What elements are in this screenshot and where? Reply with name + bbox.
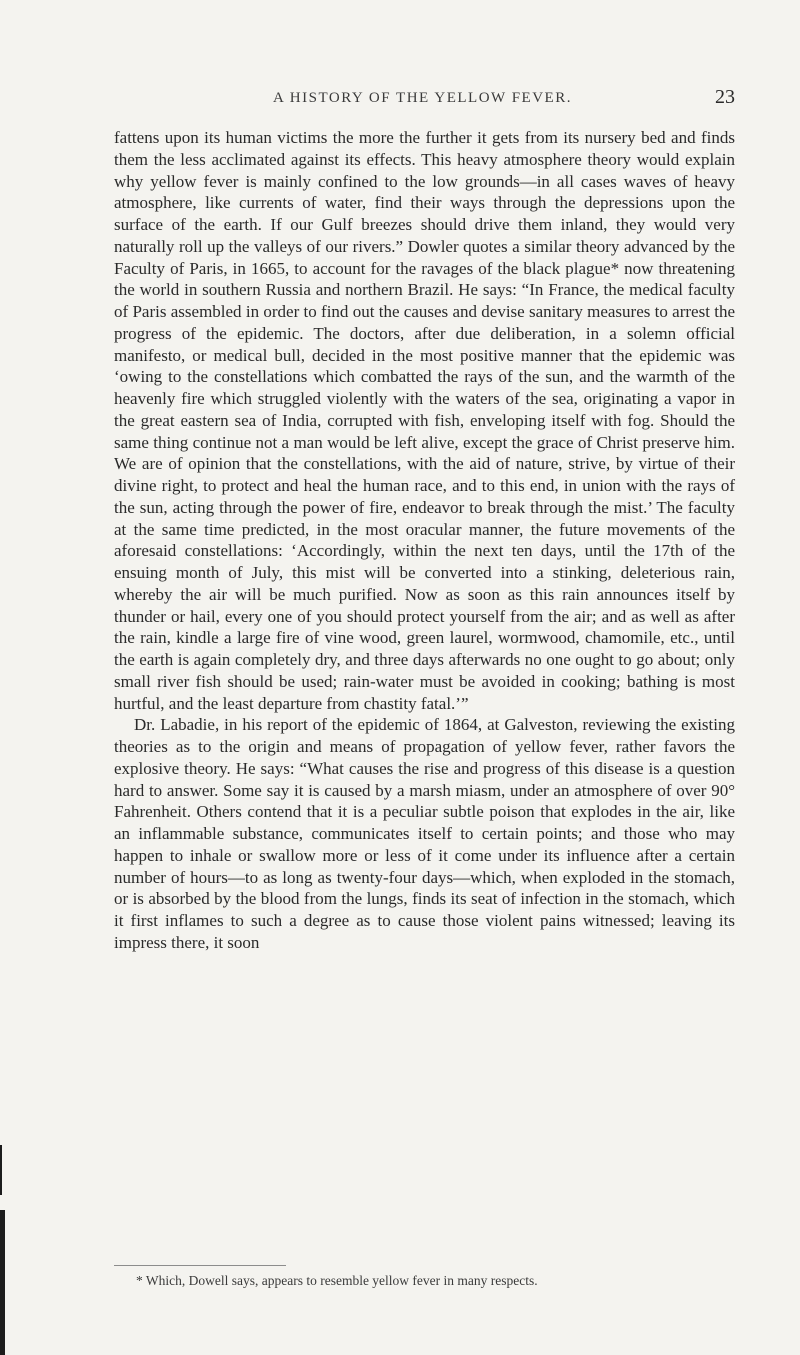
body-text — [114, 127, 735, 954]
running-title: A HISTORY OF THE YELLOW FEVER. — [273, 90, 572, 106]
paragraph-labadie: Dr. Labadie, in his report of the epidemic of 1864, at Galveston, reviewing the existing theories as to the origin and means of propagation of yellow fever, rather favors the explosive theory. He says: “What causes the rise and progress of this disease is a question hard to answer. Some say it is caused by a marsh miasm, under an atmosphere of over 90° Fahrenheit. Others contend that it is a peculiar subtle poison that explodes in the air, like an inflammable substance, communicates itself to certain points; and those who may happen to inhale or swallow more or less of it come under its influence after a certain number of hours—to as long as twenty-four days—which, when exploded in the stomach, or is absorbed by the blood from the lungs, finds its seat of infection in the stomach, which it first inflames to such a degree as to cause those violent pains witnessed; leaving its impress there, it soon — [114, 715, 735, 952]
paragraph-continued: fattens upon its human victims the more the further it gets from its nursery bed and finds them the less acclimated against its effects. This heavy atmosphere theory would explain why yellow fever is mainly confined to the low grounds—in all cases waves of heavy atmosphere, like currents of water, find their ways through the depressions upon the surface of the earth. If our Gulf breezes should drive them inland, they would very naturally roll up the valleys of our rivers.” Dowler quotes a similar theory advanced by the Faculty of Paris, in 1665, to account for the ravages of the black plague* now threatening the world in southern Russia and northern Brazil. He says: “In France, the medical faculty of Paris assembled in order to find out the causes and devise sanitary measures to arrest the progress of the epidemic. The doctors, after due deliberation, in a solemn official manifesto, or medical bull, decided in the most positive manner that the epidemic was ‘owing to the constellations which combatted the rays of the sun, and the warmth of the heavenly fire which struggled violently with the waters of the sea, originating a vapor in the great eastern sea of India, corrupted with fish, enveloping itself with fog. Should the same thing continue not a man would be left alive, except the grace of Christ preserve him. We are of opinion that the constellations, with the aid of nature, strive, by virtue of their divine right, to protect and heal the human race, and to this end, in union with the rays of the sun, acting through the power of fire, endeavor to break through the mist.’ The faculty at the same time predicted, in the most oracular manner, the future movements of the aforesaid constellations: ‘Accordingly, within the next ten days, until the 17th of the ensuing month of July, this mist will be converted into a stinking, deleterious rain, whereby the air will be much purified. Now as soon as this rain announces itself by thunder or hail, every one of you should protect yourself from the air; and as well as after the rain, kindle a large fire of vine wood, green laurel, wormwood, chamomile, etc., until the earth is again completely dry, and three days afterwards no one ought to go about; only small river fish should be used; rain-water must be avoided in cooking; bathing is most hurtful, and the least departure from chastity fatal.’” — [114, 128, 735, 713]
footnote-rule — [114, 1265, 286, 1266]
running-head — [110, 86, 735, 114]
binding-edge-mark — [0, 1145, 2, 1195]
footnote: * Which, Dowell says, appears to resemble yellow fever in many respects. — [136, 1273, 538, 1288]
page-number: 23 — [715, 86, 735, 108]
binding-edge — [0, 1210, 5, 1355]
